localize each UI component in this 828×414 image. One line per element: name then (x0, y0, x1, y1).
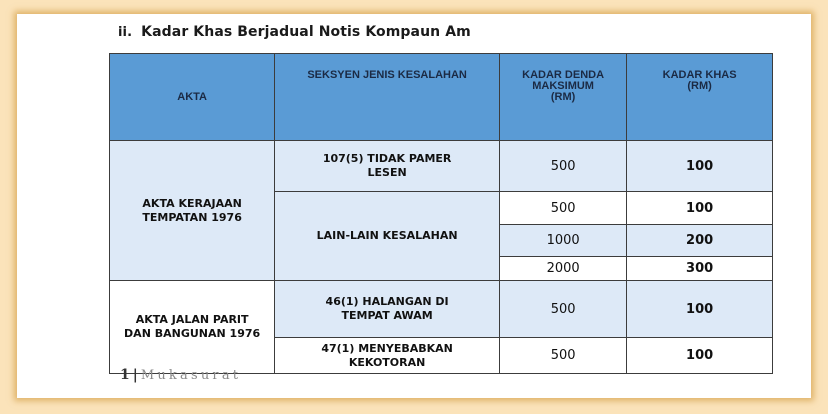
table-header-row (110, 54, 773, 141)
page-footer (120, 367, 241, 383)
seksyen-cell: 47(1) MENYEBABKAN KEKOTORAN (275, 338, 500, 374)
seksyen-cell: LAIN-LAIN KESALAHAN (275, 192, 500, 281)
seksyen-cell: 46(1) HALANGAN DI TEMPAT AWAM (275, 281, 500, 338)
denda-cell: 500 (499, 192, 626, 225)
footer-label: Mukasurat (140, 368, 242, 383)
header-kadar-khas: KADAR KHAS (RM) (627, 54, 773, 141)
header-seksyen: SEKSYEN JENIS KESALAHAN (275, 54, 500, 141)
header-akta: AKTA (110, 54, 275, 141)
document-page (17, 14, 811, 398)
table-row (110, 141, 773, 192)
khas-cell: 300 (627, 257, 773, 281)
akta-cell: AKTA JALAN PARIT DAN BANGUNAN 1976 (110, 281, 275, 374)
section-number: ii. (118, 25, 133, 40)
khas-cell: 100 (627, 192, 773, 225)
denda-cell: 2000 (499, 257, 626, 281)
section-heading (118, 24, 471, 40)
denda-cell: 1000 (499, 225, 626, 257)
khas-cell: 100 (627, 338, 773, 374)
table-row (110, 281, 773, 338)
khas-cell: 100 (627, 281, 773, 338)
khas-cell: 200 (627, 225, 773, 257)
denda-cell: 500 (499, 141, 626, 192)
seksyen-cell: 107(5) TIDAK PAMER LESEN (275, 141, 500, 192)
page-number: 1 (120, 367, 130, 383)
denda-cell: 500 (499, 281, 626, 338)
footer-separator: | (132, 367, 138, 383)
denda-cell: 500 (499, 338, 626, 374)
akta-cell: AKTA KERAJAAN TEMPATAN 1976 (110, 141, 275, 281)
khas-cell: 100 (627, 141, 773, 192)
header-kadar-denda: KADAR DENDA MAKSIMUM (RM) (499, 54, 626, 141)
section-title: Kadar Khas Berjadual Notis Kompaun Am (141, 24, 471, 40)
compound-rate-table (109, 53, 773, 374)
